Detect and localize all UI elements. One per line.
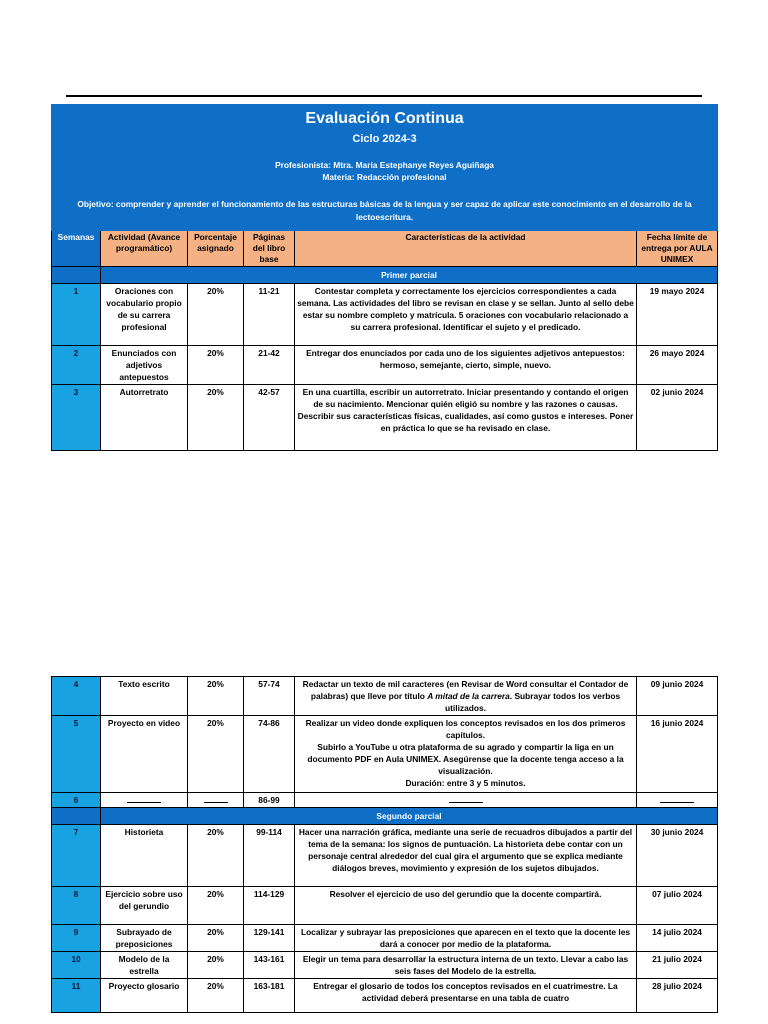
- second-partial-label: Segundo parcial: [101, 808, 718, 825]
- percent-cell: 20%: [188, 677, 244, 716]
- week-number: 1: [52, 284, 101, 346]
- pages-cell: 86-99: [244, 793, 295, 808]
- activity-cell: Subrayado de preposiciones: [101, 925, 188, 952]
- week-number: 8: [52, 887, 101, 925]
- section-spacer: [52, 267, 101, 284]
- due-date-cell: 07 julio 2024: [637, 887, 718, 925]
- due-date-cell: 09 junio 2024: [637, 677, 718, 716]
- activity-cell: Historieta: [101, 825, 188, 887]
- activity-cell: Modelo de la estrella: [101, 952, 188, 979]
- pages-cell: 99-114: [244, 825, 295, 887]
- week-number: 3: [52, 385, 101, 451]
- column-header-row: [52, 231, 718, 267]
- activity-cell: [101, 793, 188, 808]
- features-cell: Elegir un tema para desarrollar la estructura interna de un texto. Llevar a cabo las seis fases del Modelo de la estrella.: [295, 952, 637, 979]
- percent-cell: 20%: [188, 825, 244, 887]
- pages-cell: 57-74: [244, 677, 295, 716]
- objective-row: [52, 192, 718, 231]
- col-due-header: Fecha límite de entrega por AULA UNIMEX: [637, 231, 718, 267]
- first-partial-row: [52, 267, 718, 284]
- pages-cell: 163-181: [244, 979, 295, 1013]
- features-cell: Resolver el ejercicio de uso del gerundio que la docente compartirá.: [295, 887, 637, 925]
- col-activity-header: Actividad (Avance programático): [101, 231, 188, 267]
- col-week-header: Semanas: [52, 231, 101, 267]
- due-date-cell: 28 julio 2024: [637, 979, 718, 1013]
- percent-cell: 20%: [188, 346, 244, 385]
- features-line: Duración: entre 3 y 5 minutos.: [405, 778, 526, 788]
- percent-cell: 20%: [188, 385, 244, 451]
- subject-name: Materia: Redacción profesional: [322, 172, 447, 182]
- professor-info: [52, 153, 718, 192]
- table-row: [52, 887, 718, 925]
- due-date-cell: 26 mayo 2024: [637, 346, 718, 385]
- table-row: [52, 346, 718, 385]
- due-date-cell: [637, 793, 718, 808]
- table-row: [52, 952, 718, 979]
- top-rule: [66, 95, 702, 97]
- features-cell: Hacer una narración gráfica, mediante una serie de recuadros dibujados a partir del tema de la semana: los signos de puntuación. La historieta debe contar con un personaje central alrededor del cual gira el argumento que se explica mediante diálogos breves, movimiento y expresión de los sujetos dibujados.: [295, 825, 637, 887]
- table-row: [52, 979, 718, 1013]
- activity-cell: Autorretrato: [101, 385, 188, 451]
- week-number: 2: [52, 346, 101, 385]
- second-partial-row: [52, 808, 718, 825]
- features-cell: Entregar el glosario de todos los conceptos revisados en el cuatrimestre. La actividad deberá presentarse en una tabla de cuatro: [295, 979, 637, 1013]
- blank-line: [204, 796, 228, 803]
- professor-name: Profesionista: Mtra. María Estephanye Reyes Aguiñaga: [275, 160, 494, 170]
- percent-cell: [188, 793, 244, 808]
- week-number: 7: [52, 825, 101, 887]
- features-line: Realizar un video donde expliquen los conceptos revisados en los dos primeros capítulos.: [305, 718, 626, 740]
- col-features-header: Características de la actividad: [295, 231, 637, 267]
- features-cell: [295, 716, 637, 793]
- activity-cell: Enunciados con adjetivos antepuestos: [101, 346, 188, 385]
- table-row: [52, 284, 718, 346]
- week-number: 10: [52, 952, 101, 979]
- week-number: 6: [52, 793, 101, 808]
- subtitle-row: [52, 131, 718, 153]
- features-text-a: Redactar un texto de mil caracteres (en Revisar de Word consultar el Contador de palabras) que lleve por título: [302, 679, 629, 701]
- features-cell: Contestar completa y correctamente los ejercicios correspondientes a cada semana. Las actividades del libro se revisan en clase y se sellan. Junto al sello debe estar su nombre completo y matrícula. 5 oraciones con vocabulario relacionado a su carrera profesional. Identificar el sujeto y el predicado.: [295, 284, 637, 346]
- features-text-b: . Subrayar todos los verbos utilizados.: [445, 691, 621, 713]
- week-number: 11: [52, 979, 101, 1013]
- features-cell: Localizar y subrayar las preposiciones que aparecen en el texto que la docente les dará a conocer por medio de la plataforma.: [295, 925, 637, 952]
- table-row: [52, 385, 718, 451]
- percent-cell: 20%: [188, 952, 244, 979]
- features-line: Subirlo a YouTube u otra plataforma de su agrado y compartir la liga en un documento PDF en Aula UNIMEX. Asegúrense que la docente tenga acceso a la visualización.: [307, 742, 624, 776]
- pages-cell: 21-42: [244, 346, 295, 385]
- pages-cell: 42-57: [244, 385, 295, 451]
- cycle-subtitle: Ciclo 2024-3: [52, 131, 718, 153]
- due-date-cell: 16 junio 2024: [637, 716, 718, 793]
- week-number: 5: [52, 716, 101, 793]
- activity-cell: Ejercicio sobre uso del gerundio: [101, 887, 188, 925]
- col-percent-header: Porcentaje asignado: [188, 231, 244, 267]
- percent-cell: 20%: [188, 284, 244, 346]
- title-row: [52, 105, 718, 131]
- table-row: [52, 925, 718, 952]
- percent-cell: 20%: [188, 925, 244, 952]
- document-title: Evaluación Continua: [52, 105, 718, 131]
- evaluation-table-part1: [51, 104, 718, 451]
- blank-line: [127, 796, 161, 803]
- week-number: 9: [52, 925, 101, 952]
- due-date-cell: 14 julio 2024: [637, 925, 718, 952]
- features-cell: [295, 793, 637, 808]
- week-number: 4: [52, 677, 101, 716]
- pages-cell: 11-21: [244, 284, 295, 346]
- activity-cell: Oraciones con vocabulario propio de su carrera profesional: [101, 284, 188, 346]
- pages-cell: 74-86: [244, 716, 295, 793]
- percent-cell: 20%: [188, 887, 244, 925]
- col-pages-header: Páginas del libro base: [244, 231, 295, 267]
- pages-cell: 114-129: [244, 887, 295, 925]
- table-row: [52, 716, 718, 793]
- section-spacer: [52, 808, 101, 825]
- activity-cell: Proyecto en video: [101, 716, 188, 793]
- percent-cell: 20%: [188, 979, 244, 1013]
- activity-cell: Texto escrito: [101, 677, 188, 716]
- features-cell: En una cuartilla, escribir un autorretrato. Iniciar presentando y contando el origen de su nacimiento. Mencionar quién eligió su nombre y las razones o causas. Describir sus características físicas, cualidades, así como gustos e intereses. Poner en práctica lo que se ha revisado en clase.: [295, 385, 637, 451]
- table-row: [52, 825, 718, 887]
- activity-cell: Proyecto glosario: [101, 979, 188, 1013]
- pages-cell: 129-141: [244, 925, 295, 952]
- percent-cell: 20%: [188, 716, 244, 793]
- first-partial-label: Primer parcial: [101, 267, 718, 284]
- features-cell: [295, 677, 637, 716]
- blank-line: [660, 796, 694, 803]
- features-italic-title: A mitad de la carrera: [427, 691, 510, 701]
- due-date-cell: 21 julio 2024: [637, 952, 718, 979]
- objective-text: Objetivo: comprender y aprender el funcionamiento de las estructuras básicas de la lengua y ser capaz de aplicar este conocimiento en el desarrollo de la lectoescritura.: [52, 192, 718, 231]
- pages-cell: 143-161: [244, 952, 295, 979]
- professor-row: [52, 153, 718, 192]
- table-row: [52, 793, 718, 808]
- evaluation-table-part2: [51, 676, 718, 1013]
- due-date-cell: 19 mayo 2024: [637, 284, 718, 346]
- features-cell: Entregar dos enunciados por cada uno de los siguientes adjetivos antepuestos: hermoso, semejante, cierto, simple, nuevo.: [295, 346, 637, 385]
- due-date-cell: 30 junio 2024: [637, 825, 718, 887]
- due-date-cell: 02 junio 2024: [637, 385, 718, 451]
- table-row: [52, 677, 718, 716]
- blank-line: [449, 796, 483, 803]
